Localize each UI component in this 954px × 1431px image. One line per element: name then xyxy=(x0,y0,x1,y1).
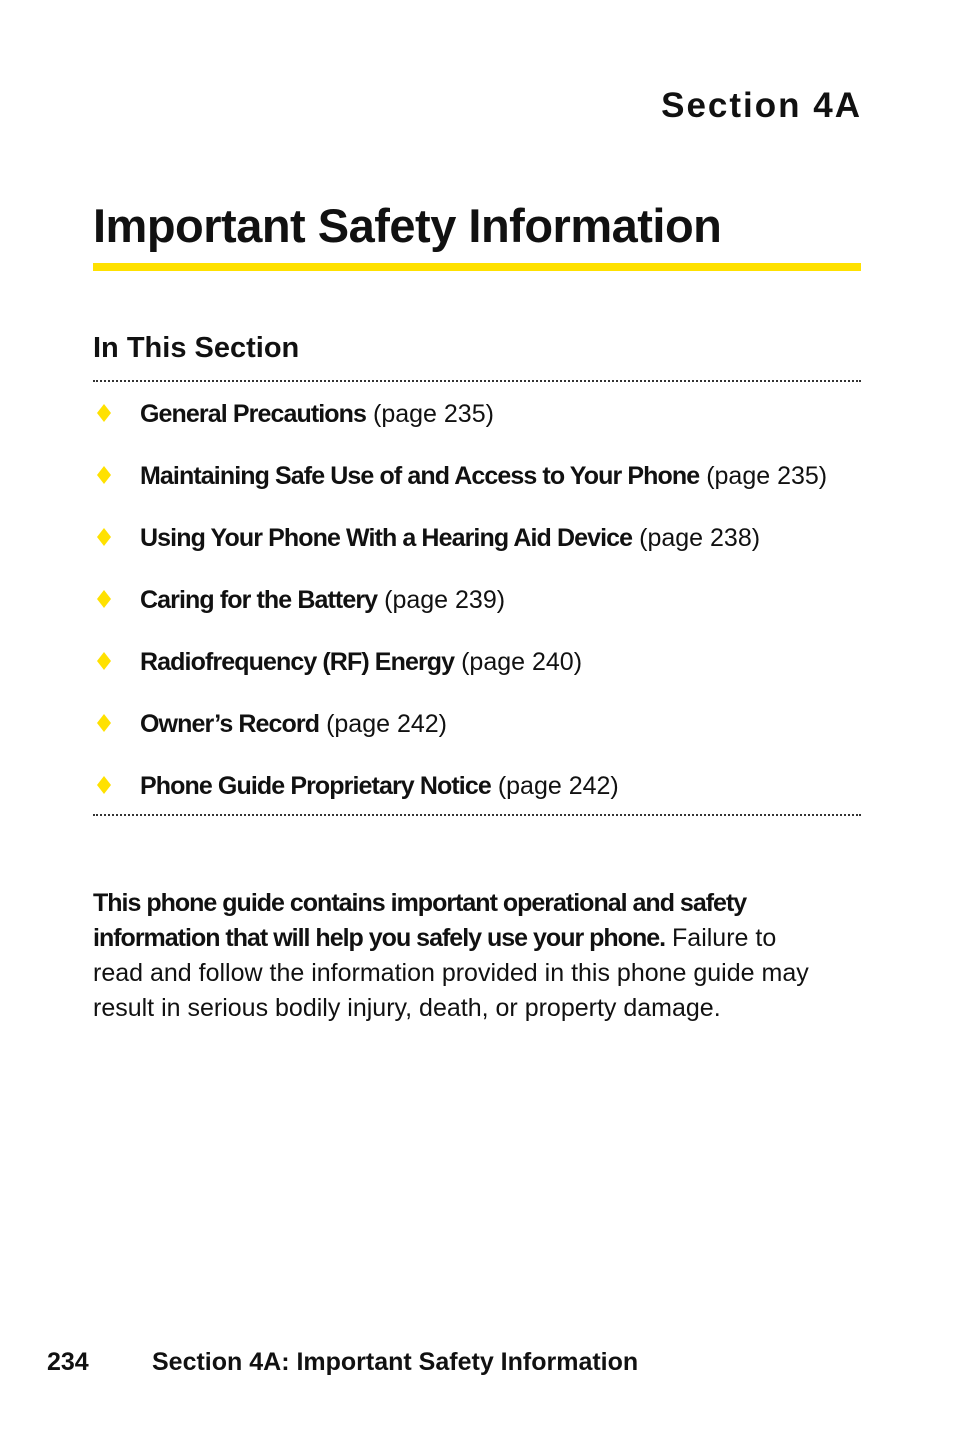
toc-item-owners-record[interactable] xyxy=(93,702,861,764)
toc-item-page: (page 240) xyxy=(461,648,583,676)
diamond-bullet-icon xyxy=(97,640,111,685)
intro-paragraph xyxy=(93,886,813,1026)
diamond-bullet-icon xyxy=(97,392,111,437)
toc-item-name: General Precautions xyxy=(140,400,367,428)
toc-item-page: (page 238) xyxy=(639,524,761,552)
section-label: Section 4A xyxy=(661,86,862,125)
toc-item-rf-energy[interactable] xyxy=(93,640,861,702)
toc-item-page: (page 235) xyxy=(706,462,828,490)
toc-item-name: Radiofrequency (RF) Energy xyxy=(140,648,455,676)
toc-item-page: (page 242) xyxy=(497,772,619,800)
toc-item-general-precautions[interactable] xyxy=(93,392,861,454)
diamond-bullet-icon xyxy=(97,454,111,499)
intro-text: Failure to read and follow the information provided in this phone guide may result in serious bodily injury, death, or property damage. xyxy=(93,924,809,1022)
toc-item-page: (page 239) xyxy=(384,586,506,614)
page-footer xyxy=(47,1348,639,1377)
toc-item-name: Caring for the Battery xyxy=(140,586,378,614)
toc-item-proprietary-notice[interactable] xyxy=(93,764,861,826)
toc-item-caring-for-battery[interactable] xyxy=(93,578,861,640)
toc-item-name: Phone Guide Proprietary Notice xyxy=(140,772,491,800)
page-number: 234 xyxy=(47,1348,89,1376)
toc-item-name: Maintaining Safe Use of and Access to Your Phone xyxy=(140,462,700,490)
intro-bold-text: This phone guide contains important operational and safety information that will help you safely use your phone. xyxy=(93,889,747,952)
toc-item-maintaining-safe-use[interactable] xyxy=(93,454,861,516)
toc-item-name: Using Your Phone With a Hearing Aid Device xyxy=(140,524,633,552)
running-title: Section 4A: Important Safety Information xyxy=(152,1348,639,1376)
dotted-divider-top xyxy=(93,380,861,382)
toc-item-page: (page 242) xyxy=(326,710,448,738)
diamond-bullet-icon xyxy=(97,516,111,561)
toc-list xyxy=(93,392,861,826)
dotted-divider-bottom xyxy=(93,814,861,816)
toc-item-name: Owner’s Record xyxy=(140,710,320,738)
diamond-bullet-icon xyxy=(97,578,111,623)
page-title: Important Safety Information xyxy=(93,199,722,252)
toc-item-page: (page 235) xyxy=(373,400,494,428)
title-underline xyxy=(93,263,861,271)
diamond-bullet-icon xyxy=(97,702,111,747)
diamond-bullet-icon xyxy=(97,764,111,809)
in-this-section-heading: In This Section xyxy=(93,332,300,364)
toc-item-hearing-aid[interactable] xyxy=(93,516,861,578)
